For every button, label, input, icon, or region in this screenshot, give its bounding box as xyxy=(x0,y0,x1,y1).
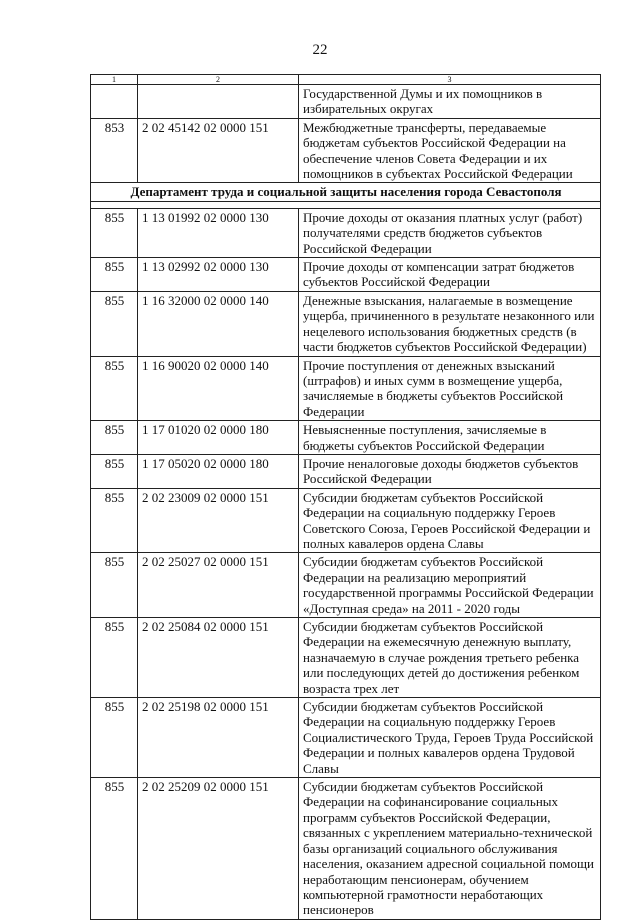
table-row xyxy=(91,553,601,618)
admin-code-cell xyxy=(91,85,138,119)
budget-code-cell: 1 13 01992 02 0000 130 xyxy=(138,208,299,257)
description-cell: Невыясненные поступления, зачисляемые в бюджеты субъектов Российской Федерации xyxy=(299,421,601,455)
admin-code-cell: 855 xyxy=(91,553,138,618)
budget-code-cell: 1 16 32000 02 0000 140 xyxy=(138,291,299,356)
admin-code-cell: 855 xyxy=(91,618,138,698)
admin-code-cell: 855 xyxy=(91,208,138,257)
budget-code-cell xyxy=(138,85,299,119)
section-spacer xyxy=(91,201,601,208)
page-number: 22 xyxy=(312,42,328,58)
table-row xyxy=(91,208,601,257)
description-cell: Государственной Думы и их помощников в избирательных округах xyxy=(299,85,601,119)
table-row xyxy=(91,356,601,421)
description-cell: Прочие доходы от компенсации затрат бюджетов субъектов Российской Федерации xyxy=(299,258,601,292)
budget-code-cell: 1 16 90020 02 0000 140 xyxy=(138,356,299,421)
admin-code-cell: 855 xyxy=(91,291,138,356)
description-cell: Денежные взыскания, налагаемые в возмещение ущерба, причиненного в результате незаконного или нецелевого использования бюджетных средств (в части бюджетов субъектов Российской Федерации) xyxy=(299,291,601,356)
budget-codes-table xyxy=(90,74,601,920)
budget-code-cell: 2 02 25084 02 0000 151 xyxy=(138,618,299,698)
description-cell: Прочие неналоговые доходы бюджетов субъектов Российской Федерации xyxy=(299,454,601,488)
description-cell: Межбюджетные трансферты, передаваемые бюджетам субъектов Российской Федерации на обеспечение членов Совета Федерации и их помощников в субъектах Российской Федерации xyxy=(299,118,601,183)
table-row xyxy=(91,118,601,183)
budget-code-cell: 2 02 23009 02 0000 151 xyxy=(138,488,299,553)
table-row xyxy=(91,85,601,119)
budget-code-cell: 1 17 01020 02 0000 180 xyxy=(138,421,299,455)
budget-code-cell: 2 02 45142 02 0000 151 xyxy=(138,118,299,183)
column-number: 1 xyxy=(91,75,138,85)
description-cell: Прочие поступления от денежных взысканий (штрафов) и иных сумм в возмещение ущерба, зачисляемые в бюджеты субъектов Российской Федерации xyxy=(299,356,601,421)
section-header-row xyxy=(91,183,601,201)
description-cell: Прочие доходы от оказания платных услуг (работ) получателями средств бюджетов субъектов Российской Федерации xyxy=(299,208,601,257)
table-row xyxy=(91,454,601,488)
table-row xyxy=(91,258,601,292)
budget-code-cell: 2 02 25027 02 0000 151 xyxy=(138,553,299,618)
column-number: 3 xyxy=(299,75,601,85)
budget-code-cell: 1 17 05020 02 0000 180 xyxy=(138,454,299,488)
table-row xyxy=(91,618,601,698)
table-row xyxy=(91,421,601,455)
budget-code-cell: 2 02 25209 02 0000 151 xyxy=(138,778,299,920)
admin-code-cell: 855 xyxy=(91,356,138,421)
description-cell: Субсидии бюджетам субъектов Российской Федерации на реализацию мероприятий государственной программы Российской Федерации «Доступная среда» на 2011 - 2020 годы xyxy=(299,553,601,618)
description-cell: Субсидии бюджетам субъектов Российской Федерации на софинансирование социальных программ субъектов Российской Федерации, связанных с укреплением материально-технической базы организаций социального обслуживания населения, оказанием адресной социальной помощи неработающим пенсионерам, обучением компьютерной грамотности неработающих пенсионеров xyxy=(299,778,601,920)
budget-code-cell: 1 13 02992 02 0000 130 xyxy=(138,258,299,292)
table-row xyxy=(91,291,601,356)
column-number: 2 xyxy=(138,75,299,85)
department-section-title: Департамент труда и социальной защиты населения города Севастополя xyxy=(91,183,601,201)
table-row xyxy=(91,698,601,778)
description-cell: Субсидии бюджетам субъектов Российской Федерации на социальную поддержку Героев Советского Союза, Героев Российской Федерации и полных кавалеров ордена Славы xyxy=(299,488,601,553)
description-cell: Субсидии бюджетам субъектов Российской Федерации на ежемесячную денежную выплату, назначаемую в случае рождения третьего ребенка или последующих детей до достижения ребенком возраста трех лет xyxy=(299,618,601,698)
table-row xyxy=(91,778,601,920)
admin-code-cell: 853 xyxy=(91,118,138,183)
admin-code-cell: 855 xyxy=(91,421,138,455)
admin-code-cell: 855 xyxy=(91,258,138,292)
admin-code-cell: 855 xyxy=(91,454,138,488)
table-row xyxy=(91,488,601,553)
budget-code-cell: 2 02 25198 02 0000 151 xyxy=(138,698,299,778)
admin-code-cell: 855 xyxy=(91,698,138,778)
column-number-row xyxy=(91,75,601,85)
admin-code-cell: 855 xyxy=(91,778,138,920)
description-cell: Субсидии бюджетам субъектов Российской Федерации на социальную поддержку Героев Социалистического Труда, Героев Труда Российской Федерации и полных кавалеров ордена Трудовой Славы xyxy=(299,698,601,778)
admin-code-cell: 855 xyxy=(91,488,138,553)
